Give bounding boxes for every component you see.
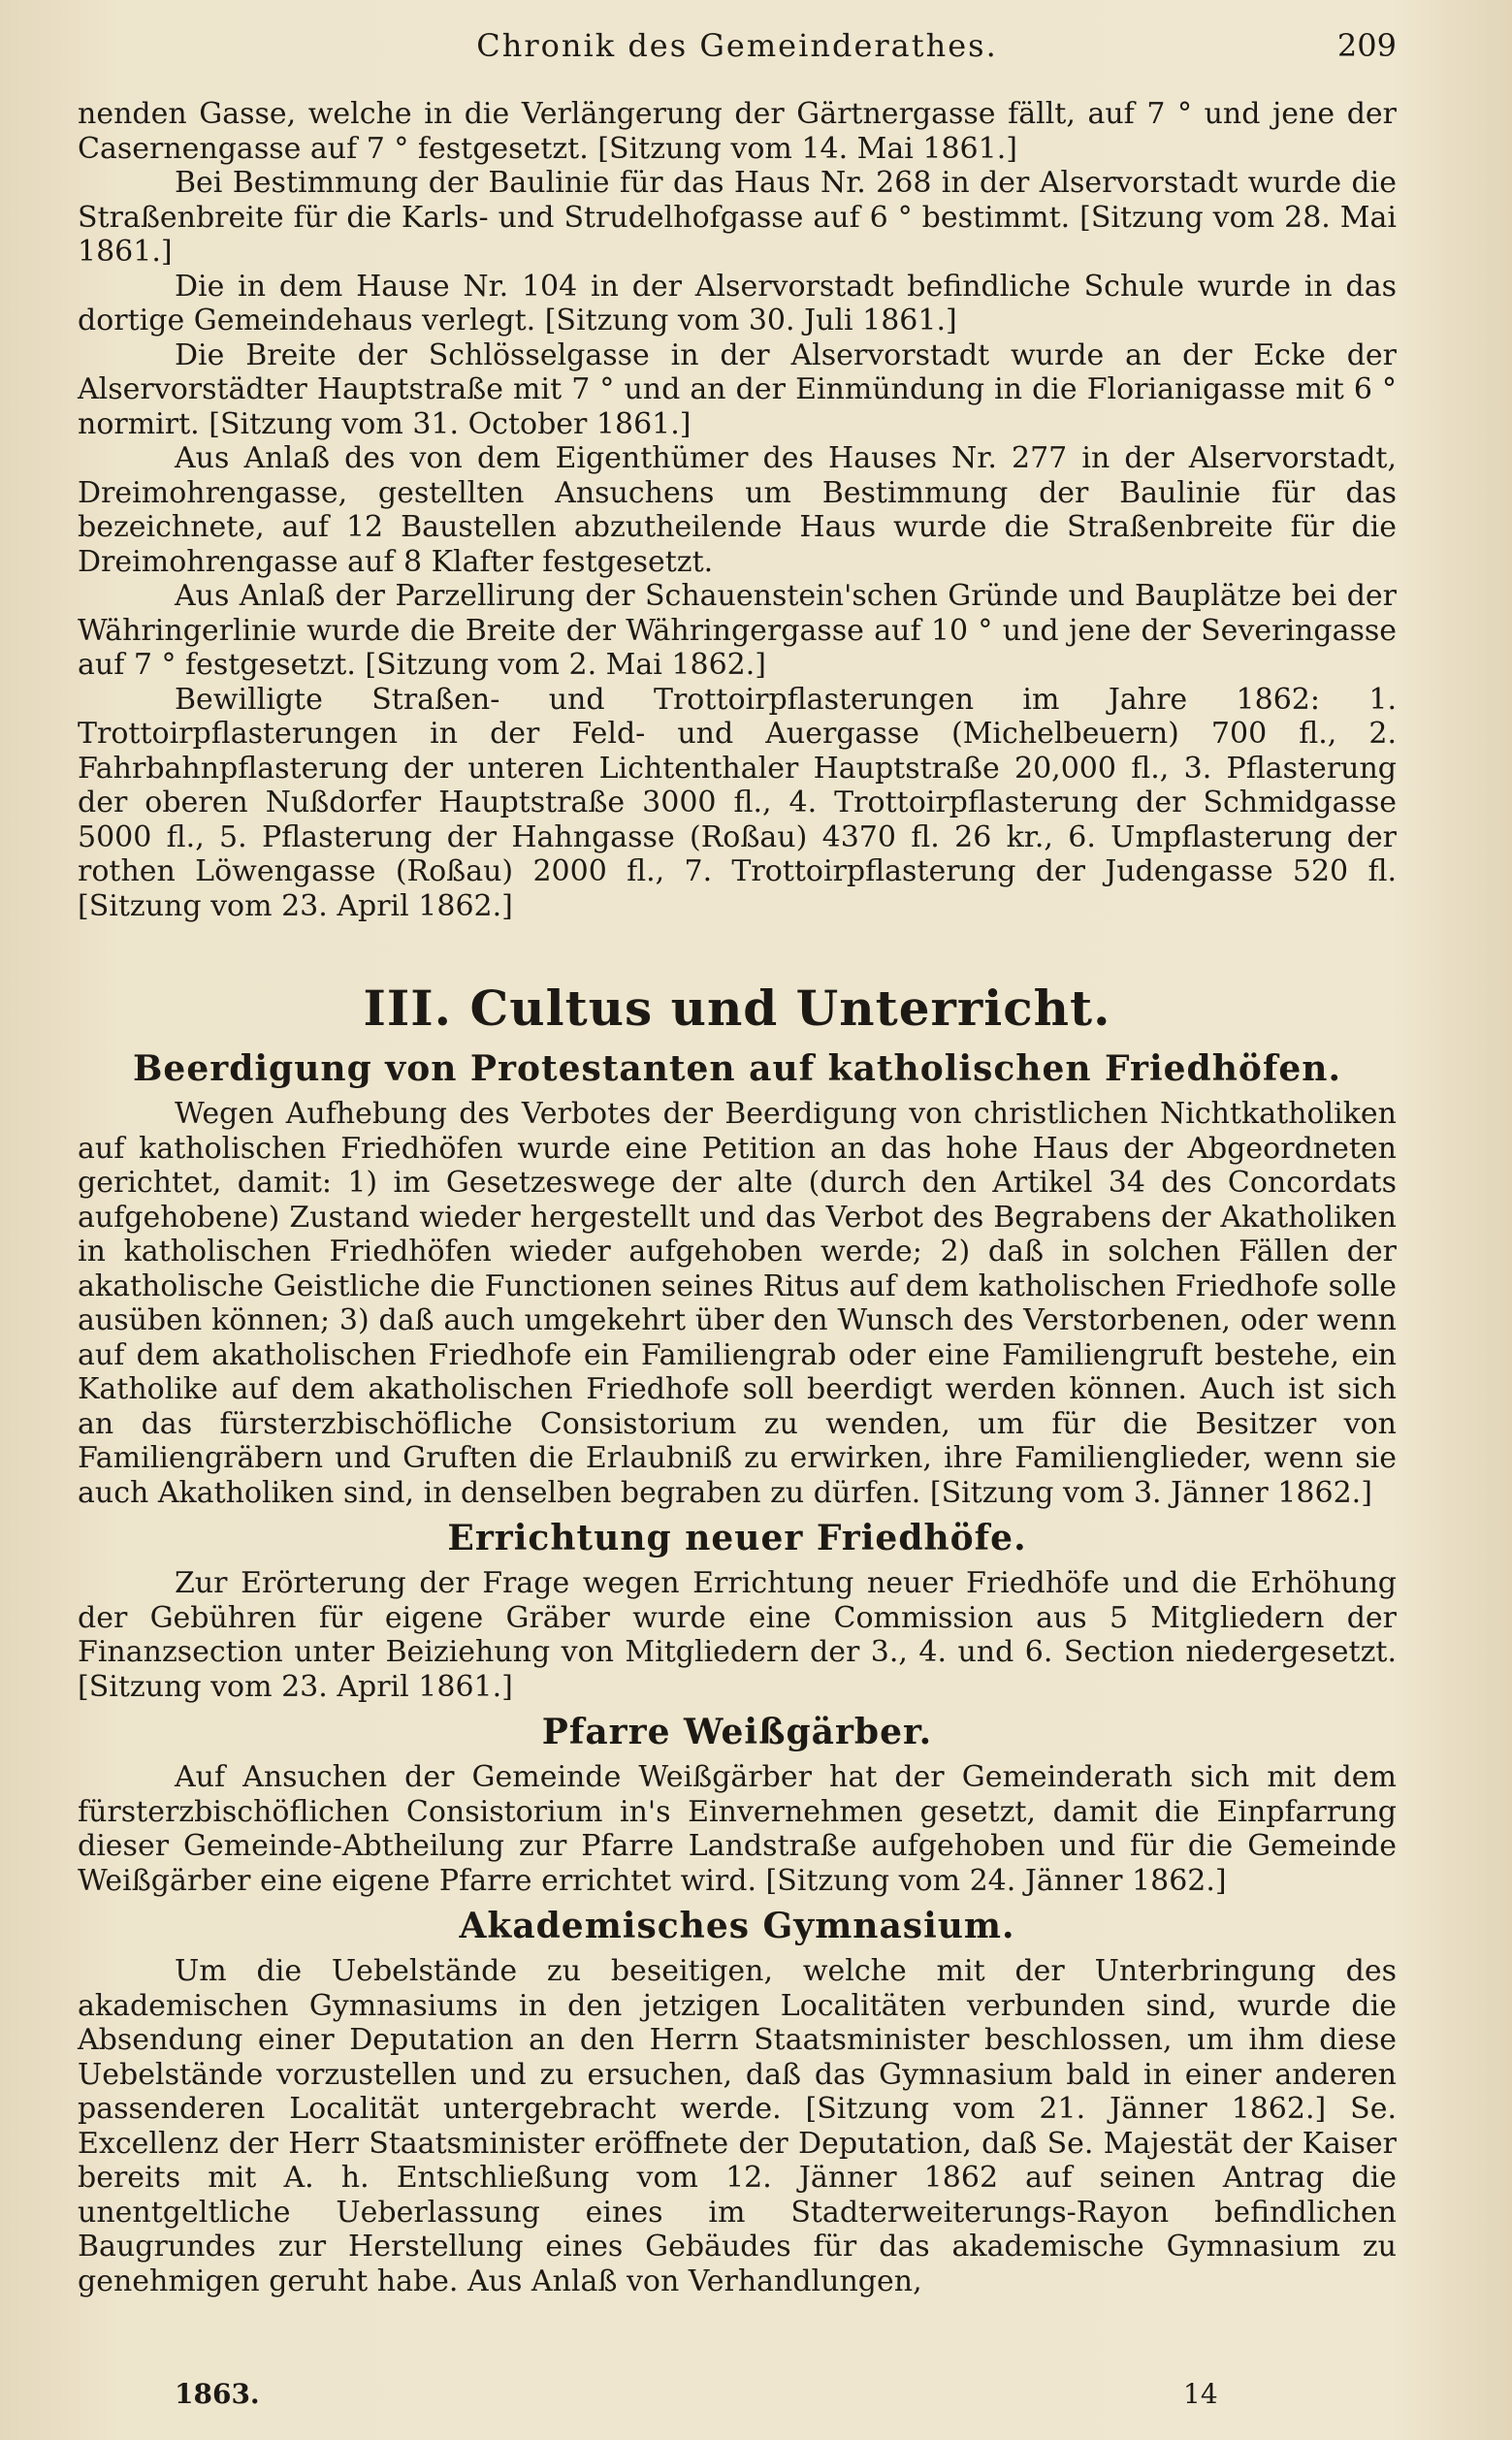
- section-heading: III. Cultus und Unterricht.: [363, 979, 1111, 1037]
- page-body: [78, 97, 1397, 2298]
- subsection-title: Pfarre Weißgärber.: [541, 1712, 933, 1752]
- subsection-title: Errichtung neuer Friedhöfe.: [447, 1518, 1027, 1558]
- subsection-title: Beerdigung von Protestanten auf katholischen Friedhöfen.: [133, 1048, 1341, 1089]
- paragraph: Wegen Aufhebung des Verbotes der Beerdigung von christlichen Nichtkatholiken auf katholischen Friedhöfen wurde eine Petition an das hohe Haus der Abgeordneten gerichtet, damit: 1) im Gesetzeswege der alte (durch den Artikel 34 des Concordats aufgehobene) Zustand wieder hergestellt und das Verbot des Begrabens der Akatholiken in katholischen Friedhöfen wieder aufgehoben werde; 2) daß in solchen Fällen der akatholische Geistliche die Functionen seines Ritus auf dem katholischen Friedhofe solle ausüben können; 3) daß auch umgekehrt über den Wunsch des Verstorbenen, oder wenn auf dem akatholischen Friedhofe ein Familiengrab oder eine Familiengruft bestehe, ein Katholike auf dem akatholischen Friedhofe soll beerdigt werden können. Auch ist sich an das fürsterzbischöfliche Consistorium zu wenden, um für die Besitzer von Familiengräbern und Gruften die Erlaubniß zu erwirken, ihre Familienglieder, wenn sie auch Akatholiken sind, in denselben begraben zu dürfen. [Sitzung vom 3. Jänner 1862.]: [78, 1097, 1397, 1510]
- footer-year: 1863.: [175, 2378, 260, 2410]
- paragraph: Aus Anlaß des von dem Eigenthümer des Hauses Nr. 277 in der Alservorstadt, Dreimohrengasse, gestellten Ansuchens um Bestimmung der Baulinie für das bezeichnete, auf 12 Baustellen abzutheilende Haus wurde die Straßenbreite für die Dreimohrengasse auf 8 Klafter festgesetzt.: [78, 441, 1397, 579]
- signature-mark: 14: [1183, 2378, 1218, 2410]
- subsection-title: Akademisches Gymnasium.: [459, 1906, 1015, 1946]
- paragraph: Bewilligte Straßen- und Trottoirpflasterungen im Jahre 1862: 1. Trottoirpflasterungen in der Feld- und Auergasse (Michelbeuern) 700 fl., 2. Fahrbahnpflasterung der unteren Lichtenthaler Hauptstraße 20,000 fl., 3. Pflasterung der oberen Nußdorfer Hauptstraße 3000 fl., 4. Trottoirpflasterung der Schmidgasse 5000 fl., 5. Pflasterung der Hahngasse (Roßau) 4370 fl. 26 kr., 6. Umpflasterung der rothen Löwengasse (Roßau) 2000 fl., 7. Trottoirpflasterung der Judengasse 520 fl. [Sitzung vom 23. April 1862.]: [78, 682, 1397, 923]
- page-number: 209: [1336, 27, 1397, 64]
- paragraph: nenden Gasse, welche in die Verlängerung der Gärtnergasse fällt, auf 7 ° und jene der Casernengasse auf 7 ° festgesetzt. [Sitzung vom 14. Mai 1861.]: [78, 97, 1397, 166]
- paragraph: Die in dem Hause Nr. 104 in der Alservorstadt befindliche Schule wurde in das dortige Gemeindehaus verlegt. [Sitzung vom 30. Juli 1861.]: [78, 269, 1397, 337]
- page-header: [78, 27, 1397, 76]
- paragraph: Bei Bestimmung der Baulinie für das Haus Nr. 268 in der Alservorstadt wurde die Straßenbreite für die Karls- und Strudelhofgasse auf 6 ° bestimmt. [Sitzung vom 28. Mai 1861.]: [78, 166, 1397, 269]
- paragraph: Um die Uebelstände zu beseitigen, welche mit der Unterbringung des akademischen Gymnasiums in den jetzigen Localitäten verbunden sind, wurde die Absendung einer Deputation an den Herrn Staatsminister beschlossen, um ihm diese Uebelstände vorzustellen und zu ersuchen, daß das Gymnasium bald in einer anderen passenderen Localität untergebracht werde. [Sitzung vom 21. Jänner 1862.] Se. Excellenz der Herr Staatsminister eröffnete der Deputation, daß Se. Majestät der Kaiser bereits mit A. h. Entschließung vom 12. Jänner 1862 auf seinen Antrag die unentgeltliche Ueberlassung eines im Stadterweiterungs-Rayon befindlichen Baugrundes zur Herstellung eines Gebäudes für das akademische Gymnasium zu genehmigen geruht habe. Aus Anlaß von Verhandlungen,: [78, 1954, 1397, 2298]
- paragraph: Aus Anlaß der Parzellirung der Schauenstein'schen Gründe und Bauplätze bei der Währingerlinie wurde die Breite der Währingergasse auf 10 ° und jene der Severingasse auf 7 ° festgesetzt. [Sitzung vom 2. Mai 1862.]: [78, 579, 1397, 682]
- running-head: Chronik des Gemeinderathes.: [476, 27, 998, 64]
- paragraph: Zur Erörterung der Frage wegen Errichtung neuer Friedhöfe und die Erhöhung der Gebühren für eigene Gräber wurde eine Commission aus 5 Mitgliedern der Finanzsection unter Beiziehung von Mitgliedern der 3., 4. und 6. Section niedergesetzt. [Sitzung vom 23. April 1861.]: [78, 1566, 1397, 1704]
- paragraph: Die Breite der Schlösselgasse in der Alservorstadt wurde an der Ecke der Alservorstädter Hauptstraße mit 7 ° und an der Einmündung in die Florianigasse mit 6 ° normirt. [Sitzung vom 31. October 1861.]: [78, 337, 1397, 441]
- paragraph: Auf Ansuchen der Gemeinde Weißgärber hat der Gemeinderath sich mit dem fürsterzbischöflichen Consistorium in's Einvernehmen gesetzt, damit die Einpfarrung dieser Gemeinde-Abtheilung zur Pfarre Landstraße aufgehoben und für die Gemeinde Weißgärber eine eigene Pfarre errichtet wird. [Sitzung vom 24. Jänner 1862.]: [78, 1760, 1397, 1898]
- page-footer: [175, 2378, 1241, 2417]
